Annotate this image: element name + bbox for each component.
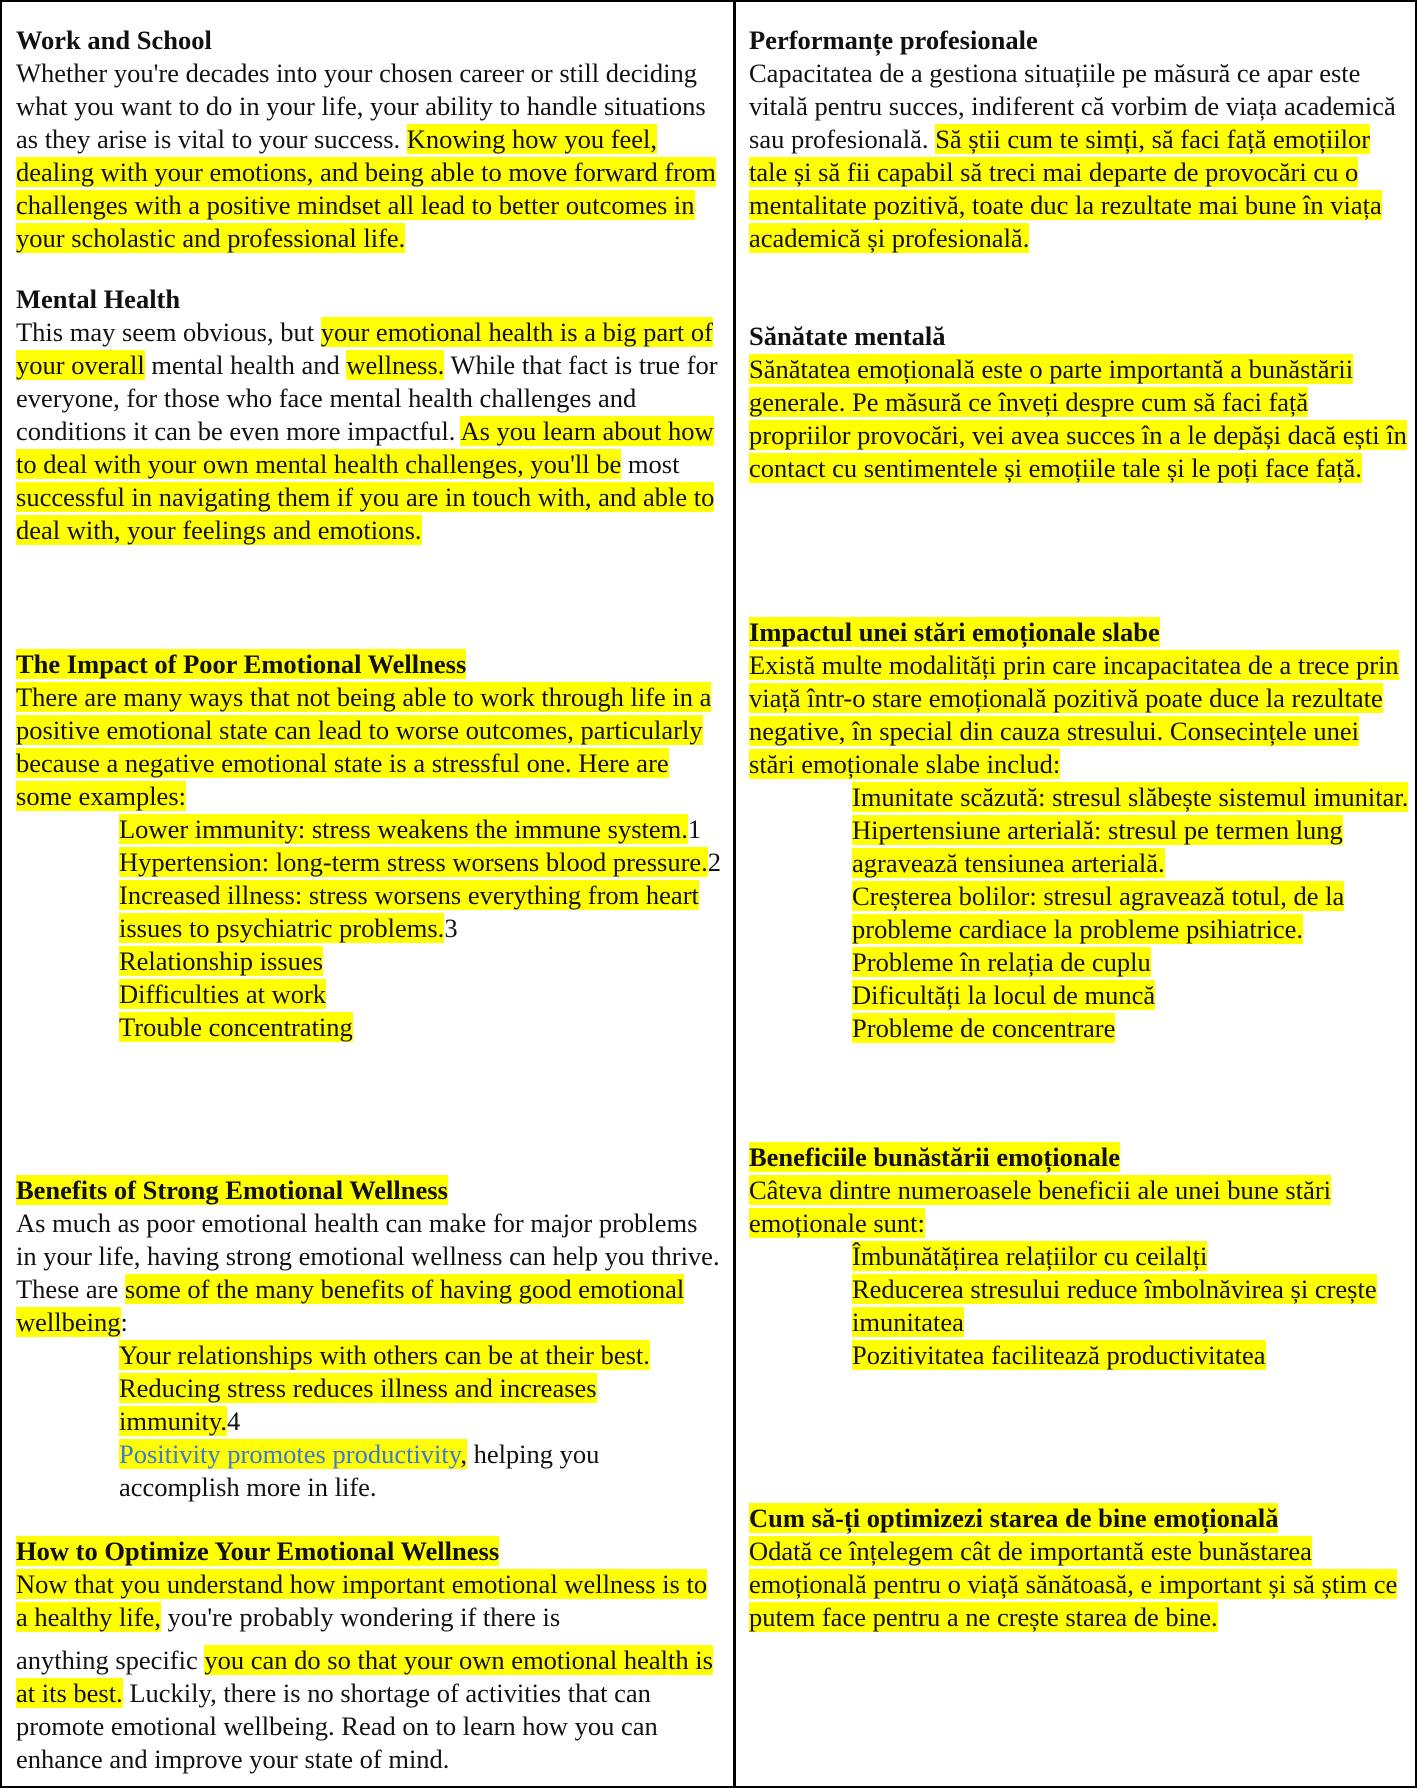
section-heading: Cum să-ți optimizezi starea de bine emoțională xyxy=(749,1503,1279,1533)
list-item: Creșterea bolilor: stresul agravează totul, de la probleme cardiace la probleme psihiatrice. xyxy=(852,881,1345,944)
section-heading: Impactul unei stări emoționale slabe xyxy=(749,617,1160,647)
section-paragraph: Now that you understand how important emotional wellness is to a healthy life, you're probably wondering if there is xyxy=(16,1569,708,1632)
footnote-ref: 2 xyxy=(707,847,722,877)
section-paragraph: Câteva dintre numeroasele beneficii ale unei bune stări emoționale sunt: xyxy=(749,1175,1332,1238)
section-heading: Performanțe profesionale xyxy=(749,25,1038,55)
mental-health-section xyxy=(16,283,722,547)
work-section xyxy=(749,24,1409,255)
section-heading: Beneficiile bunăstării emoționale xyxy=(749,1142,1120,1172)
list-item: Imunitate scăzută: stresul slăbește sistemul imunitar. xyxy=(852,782,1409,812)
section-paragraph: There are many ways that not being able to work through life in a positive emotional state can lead to worse outcomes, particularly because a negative emotional state is a stressful one. Here are some examples: xyxy=(16,682,712,811)
list-item: Pozitivitatea facilitează productivitatea xyxy=(852,1340,1266,1370)
list-item: Hypertension: long-term stress worsens blood pressure.2 xyxy=(119,847,722,877)
section-heading: Sănătate mentală xyxy=(749,321,946,351)
benefits-list xyxy=(16,1339,722,1504)
column-divider xyxy=(733,2,736,1786)
optimize-section xyxy=(16,1535,722,1776)
impact-section xyxy=(749,616,1409,1045)
section-paragraph: Whether you're decades into your chosen career or still deciding what you want to do in your life, your ability to handle situations as they arise is vital to your success. Knowing how you feel, dealing with your emotions, and being able to move forward from challenges with a positive mindset all lead to better outcomes in your scholastic and professional life. xyxy=(16,58,716,253)
list-item: Increased illness: stress worsens everything from heart issues to psychiatric problems.3 xyxy=(119,880,699,943)
list-item: Îmbunătățirea relațiilor cu ceilalți xyxy=(852,1241,1208,1271)
footnote-ref: 4 xyxy=(226,1406,241,1436)
list-item: Difficulties at work xyxy=(119,979,327,1009)
footnote-ref: 1 xyxy=(687,814,702,844)
work-section xyxy=(16,24,722,255)
list-item: Your relationships with others can be at their best. xyxy=(119,1340,650,1370)
list-item: Hipertensiune arterială: stresul pe termen lung agravează tensiunea arterială. xyxy=(852,815,1343,878)
impact-section xyxy=(16,648,722,1044)
benefits-section xyxy=(749,1141,1409,1372)
section-paragraph: This may seem obvious, but your emotional health is a big part of your overall mental health and wellness. While that fact is true for everyone, for those who face mental health challenges and conditions it can be even more impactful. As you learn about how to deal with your own mental health challenges, you'll be most successful in navigating them if you are in touch with, and able to deal with, your feelings and emotions. xyxy=(16,317,718,545)
section-paragraph: As much as poor emotional health can make for major problems in your life, having strong emotional wellness can help you thrive. These are some of the many benefits of having good emotional wellbeing: xyxy=(16,1208,720,1337)
impact-list xyxy=(749,781,1409,1045)
section-paragraph: Există multe modalități prin care incapacitatea de a trece prin viață într-o stare emoțională pozitivă poate duce la rezultate negative, în special din cauza stresului. Consecințele unei stări emoționale slabe includ: xyxy=(749,650,1399,779)
list-item: Reducerea stresului reduce îmbolnăvirea și crește imunitatea xyxy=(852,1274,1377,1337)
list-item: Probleme în relația de cuplu xyxy=(852,947,1151,977)
footnote-ref: 3 xyxy=(444,913,458,943)
impact-list xyxy=(16,813,722,1044)
benefits-section xyxy=(16,1174,722,1504)
productivity-link[interactable]: Positivity promotes productivity xyxy=(119,1439,461,1469)
section-heading: How to Optimize Your Emotional Wellness xyxy=(16,1536,500,1566)
section-heading: Work and School xyxy=(16,25,212,55)
list-item: Positivity promotes productivity, helping you accomplish more in life. xyxy=(119,1439,600,1502)
section-heading: Benefits of Strong Emotional Wellness xyxy=(16,1175,448,1205)
section-heading: Mental Health xyxy=(16,284,181,314)
section-heading: The Impact of Poor Emotional Wellness xyxy=(16,649,467,679)
list-item: Relationship issues xyxy=(119,946,323,976)
list-item: Probleme de concentrare xyxy=(852,1013,1116,1043)
section-paragraph: Odată ce înțelegem cât de importantă este bunăstarea emoțională pentru o viață sănătoasă, e important și să știm ce putem face pentru a ne crește starea de bine. xyxy=(749,1536,1398,1632)
list-item: Lower immunity: stress weakens the immune system.1 xyxy=(119,814,702,844)
list-item: Reducing stress reduces illness and increases immunity.4 xyxy=(119,1373,597,1436)
optimize-section xyxy=(749,1502,1409,1634)
list-item: Dificultăți la locul de muncă xyxy=(852,980,1156,1010)
section-paragraph: Capacitatea de a gestiona situațiile pe măsură ce apar este vitală pentru succes, indiferent că vorbim de viața academică sau profesională. Să știi cum te simți, să faci față emoțiilor tale și să fii capabil să treci mai departe de provocări cu o mentalitate pozitivă, toate duc la rezultate mai bune în viața academică și profesională. xyxy=(749,58,1396,253)
section-paragraph: anything specific you can do so that your own emotional health is at its best. Luckily, there is no shortage of activities that can promote emotional wellbeing. Read on to learn how you can enhance and improve your state of mind. xyxy=(16,1645,713,1774)
mental-health-section xyxy=(749,320,1409,485)
section-paragraph: Sănătatea emoțională este o parte importantă a bunăstării generale. Pe măsură ce înveți despre cum să faci față propriilor provocări, vei avea succes în a le depăși dacă ești în contact cu sentimentele și emoțiile tale și le poți face față. xyxy=(749,354,1407,483)
list-item: Trouble concentrating xyxy=(119,1012,353,1042)
benefits-list xyxy=(749,1240,1409,1372)
